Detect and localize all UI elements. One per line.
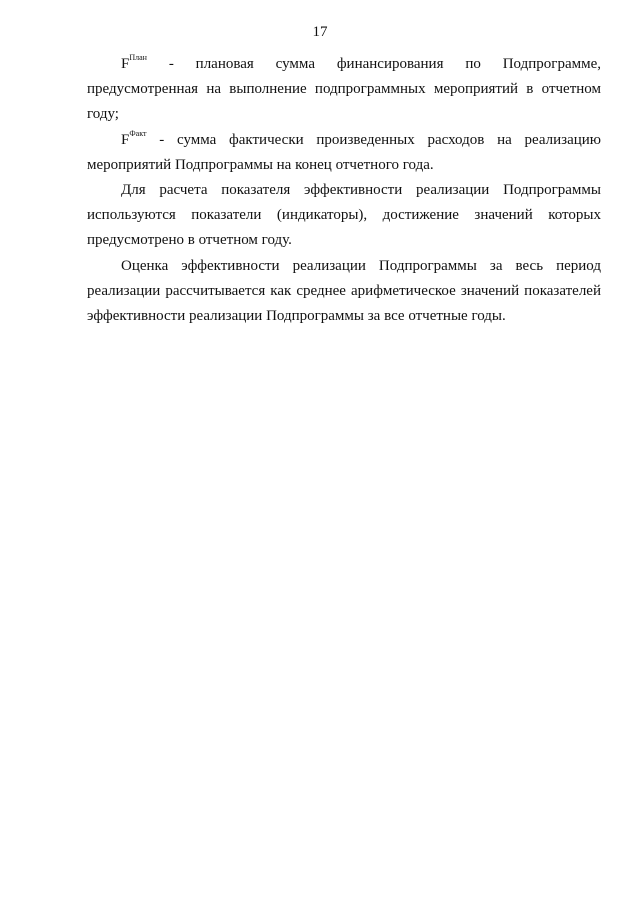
variable-symbol: $F^{План}$	[121, 53, 147, 72]
paragraph-indicators: Для расчета показателя эффективности реализации Подпрограммы используются показатели (индикаторы), достижение значений которых предусмотрено в отчетном году.	[87, 182, 601, 249]
paragraph-evaluation: Оценка эффективности реализации Подпрограммы за весь период реализации рассчитывается как среднее арифметическое значений показателей эффективности реализации Подпрограммы за все отчетные годы.	[87, 257, 601, 325]
variable-superscript: План	[129, 53, 147, 62]
variable-symbol: $F^{Факт}$	[121, 128, 147, 148]
definition-fact	[87, 128, 601, 178]
definition-text: - плановая сумма финансирования по Подпрограмме, предусмотренная на выполнение подпрограммных мероприятий в отчетном году;	[87, 56, 601, 123]
document-body	[87, 52, 601, 329]
variable-superscript: Факт	[129, 128, 147, 138]
page-number: 17	[312, 24, 328, 40]
definition-text: - сумма фактически произведенных расходов на реализацию мероприятий Подпрограммы на конец отчетного года.	[87, 131, 601, 173]
definition-plan	[87, 52, 601, 128]
